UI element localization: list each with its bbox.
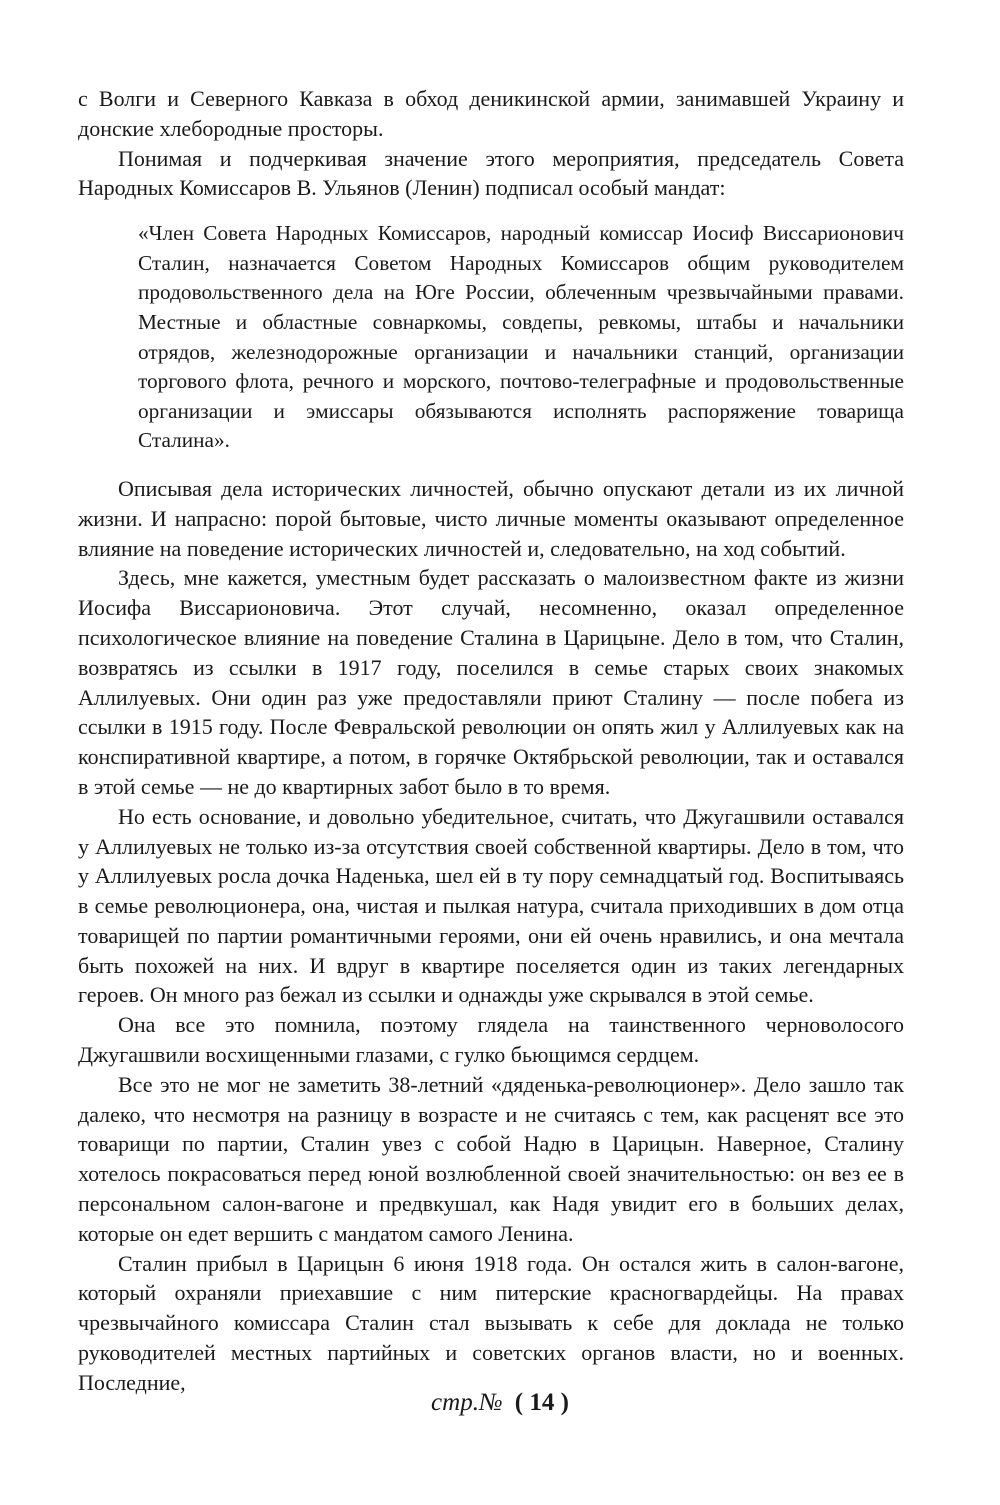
page-label: стр.№	[431, 1389, 503, 1416]
paragraph-continuation: с Волги и Северного Кавказа в обход деникинской армии, занимавшей Украину и донские хлебородные просторы.	[78, 86, 904, 141]
paragraph-admiration: Она все это помнила, поэтому глядела на таинственного черноволосого Джугашвили восхищенными глазами, с гулко бьющимся сердцем.	[78, 1012, 904, 1068]
paragraph-mandate-intro: Понимая и подчеркивая значение этого мероприятия, председатель Совета Народных Комиссаров В. Ульянов (Ленин) подписал особый мандат:	[78, 145, 904, 201]
paragraph-alliluyev-family: Здесь, мне кажется, уместным будет рассказать о малоизвестном факте из жизни Иосифа Виссарионовича. Этот случай, несомненно, оказал определенное психологическое влияние на поведение Сталина в Царицыне. Дело в том, что Сталин, возвратясь из ссылки в 1917 году, поселился в семье старых своих знакомых Аллилуевых. Они один раз уже предоставляли приют Сталину — после побега из ссылки в 1915 году. После Февральской революции он опять жил у Аллилуевых как на конспиративной квартире, а потом, в горячке Октябрьской революции, так и оставался в этой семье — не до квартирных забот было в то время.	[78, 565, 904, 799]
paragraph-nadenka: Но есть основание, и довольно убедительное, считать, что Джугашвили оставался у Аллилуевых не только из-за отсутствия своей собственной квартиры. Дело в том, что у Аллилуевых росла дочка Наденька, шел ей в ту пору семнадцатый год. Воспитываясь в семье революционера, она, чистая и пылкая натура, считала приходивших в дом отца товарищей по партии романтичными героями, они ей очень нравились, и она мечтала быть похожей на них. И вдруг в квартире поселяется один из таких легендарных героев. Он много раз бежал из ссылки и однажды уже скрывался в этой семье.	[78, 803, 904, 1008]
page-body	[78, 84, 904, 1398]
page-number: ( 14 )	[514, 1389, 569, 1416]
page-footer	[0, 1389, 1000, 1417]
paragraph-arrival: Сталин прибыл в Царицын 6 июня 1918 года. Он остался жить в салон-вагоне, который охраняли приехавшие с ним питерские красногвардейцы. На правах чрезвычайного комиссара Сталин стал вызывать к себе для доклада не только руководителей местных партийных и советских органов власти, но и военных. Последние,	[78, 1250, 904, 1395]
paragraph-tsaritsyn-trip: Все это не мог не заметить 38-летний «дяденька-революционер». Дело зашло так далеко, что несмотря на разницу в возрасте и не считаясь с тем, как расценят все это товарищи по партии, Сталин увез с собой Надю в Царицын. Наверное, Сталину хотелось покрасоваться перед юной возлюбленной своей значительностью: он вез ее в персональном салон-вагоне и предвкушал, как Надя увидит его в больших делах, которые он едет вершить с мандатом самого Ленина.	[78, 1071, 904, 1246]
paragraph-personal-life: Описывая дела исторических личностей, обычно опускают детали из их личной жизни. И напрасно: порой бытовые, чисто личные моменты оказывают определенное влияние на поведение исторических личностей и, следовательно, на ход событий.	[78, 475, 904, 561]
mandate-quote: «Член Совета Народных Комиссаров, народный комиссар Иосиф Виссарионович Сталин, назначается Советом Народных Комиссаров общим руководителем продовольственного дела на Юге России, облеченным чрезвычайными правами. Местные и областные совнаркомы, совдепы, ревкомы, штабы и начальники отрядов, железнодорожные организации и начальники станций, организации торгового флота, речного и морского, почтово-телеграфные и продовольственные организации и эмиссары обязываются исполнять распоряжение товарища Сталина».	[138, 221, 904, 453]
